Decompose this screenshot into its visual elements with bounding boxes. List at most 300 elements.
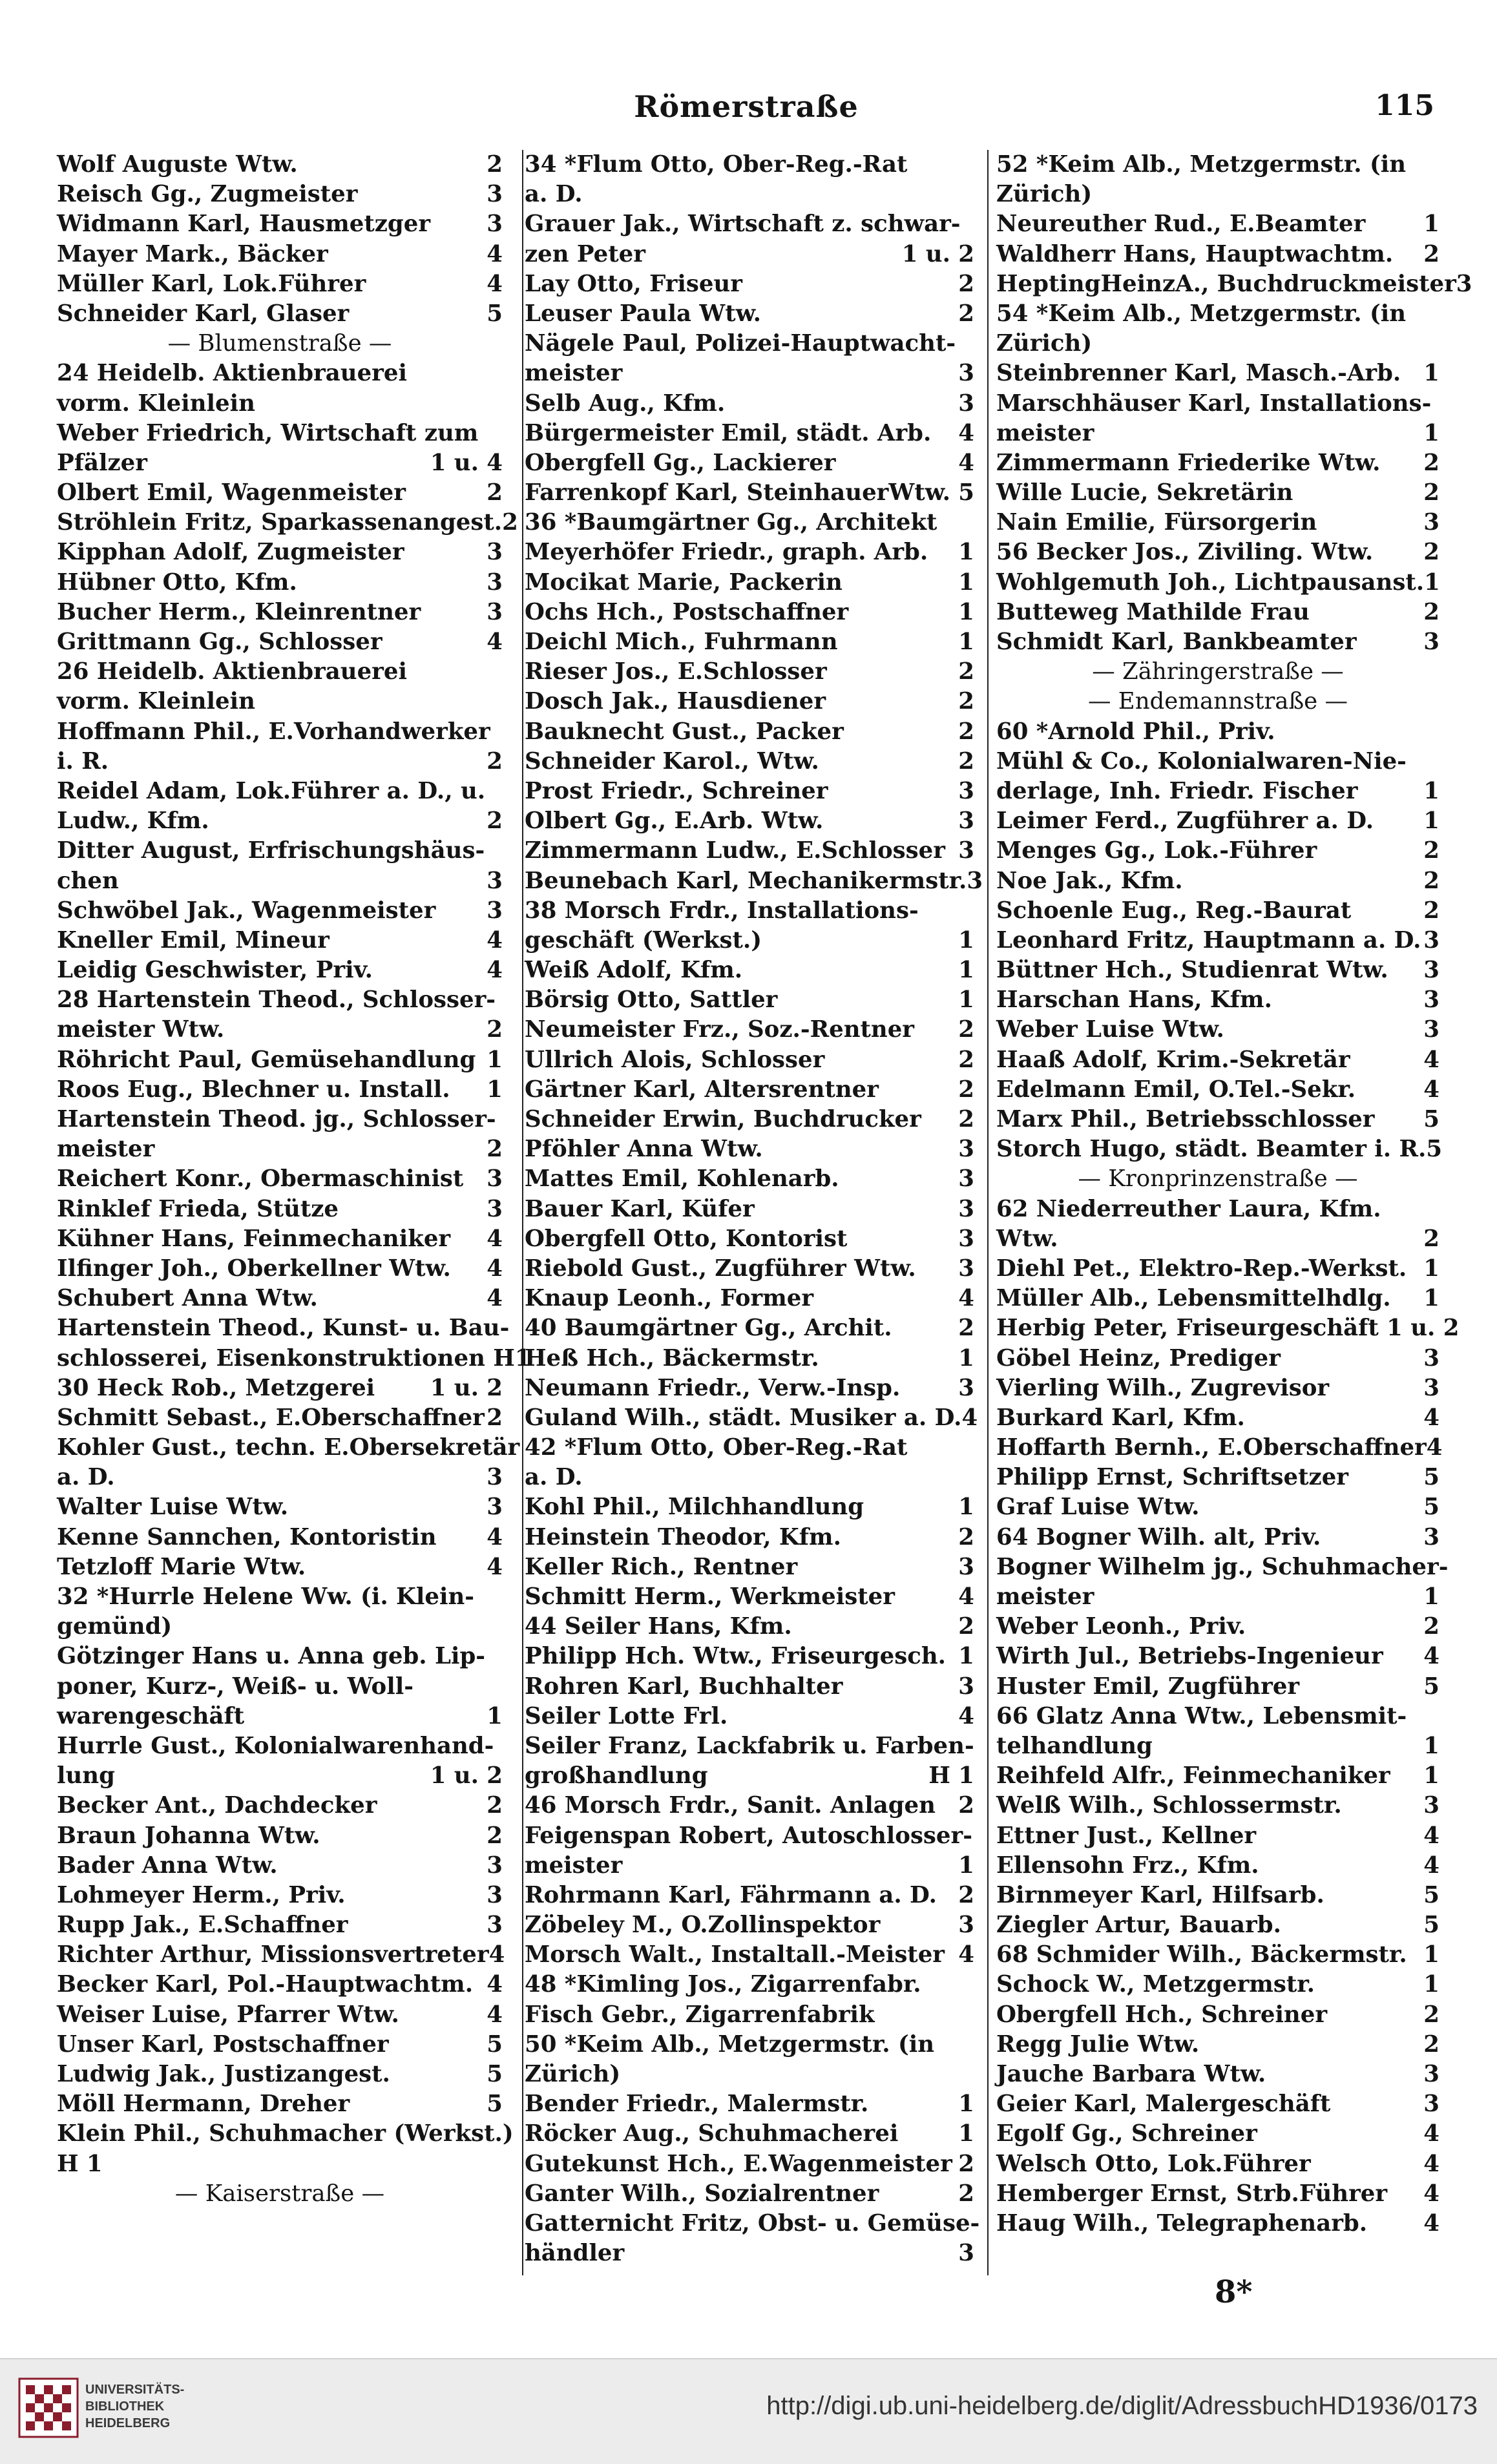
directory-entry-line [57,478,503,508]
directory-entry-line [525,1195,974,1224]
entry-name: Börsig Otto, Sattler [525,987,778,1014]
entry-floor: 1 [1423,360,1439,387]
entry-floor: H 1 [928,1762,974,1790]
entry-floor: 3 [487,1852,503,1879]
directory-entry-line [996,1523,1439,1552]
directory-entry-line [57,1254,503,1284]
entry-name: Roos Eug., Blechner u. Install. [57,1076,450,1103]
entry-name: Schoenle Eug., Reg.-Baurat [996,897,1352,924]
entry-floor: 3 [1423,957,1439,984]
entry-name: telhandlung [996,1732,1153,1759]
entry-name: Wtw. [996,1225,1058,1252]
directory-entry-line [57,568,503,598]
entry-floor: 2 [1423,479,1439,506]
entry-name: Regg Julie Wtw. [996,2031,1200,2058]
directory-entry-line [525,806,974,836]
directory-entry-line: Kohler Gust., techn. E.Obersekretär [57,1434,520,1461]
entry-floor: 2 [487,1136,503,1163]
directory-entry-line [996,1344,1439,1373]
directory-entry-line [525,2089,974,2119]
entry-floor: 1 [487,1046,503,1073]
entry-name: Schneider Karl, Glaser [57,300,350,327]
directory-entry-line [525,1134,974,1164]
entry-floor: 2 [502,509,518,536]
entry-floor: 1 [958,2091,974,2118]
directory-entry-line: 32 *Hurrle Helene Ww. (i. Klein- [57,1583,475,1610]
entry-name: Obergfell Hch., Schreiner [996,2001,1328,2028]
entry-name: Schmitt Herm., Werkmeister [525,1583,895,1610]
entry-name: Butteweg Mathilde Frau [996,598,1310,625]
library-name [85,2381,253,2432]
directory-entry-line [996,1851,1439,1881]
entry-name: Edelmann Emil, O.Tel.-Sekr. [996,1076,1356,1103]
directory-entry-line [525,1373,974,1403]
entry-floor: 4 [487,957,503,984]
entry-floor: 1 u. 2 [430,1374,503,1401]
entry-name: Schmidt Karl, Bankbeamter [996,629,1357,655]
directory-entry-line [57,2030,503,2060]
entry-name: Bucher Herm., Kleinrentner [57,598,421,625]
entry-name: Heinstein Theodor, Kfm. [525,1523,841,1550]
directory-entry-line [996,806,1439,836]
entry-name: Bauknecht Gust., Packer [525,718,844,745]
directory-entry-line [525,1940,974,1970]
directory-entry-line [996,1403,1439,1433]
entry-name: Guland Wilh., städt. Musiker a. D. [525,1404,962,1431]
directory-entry-line [525,269,974,299]
entry-name: Mattes Emil, Kohlenarb. [525,1165,839,1193]
entry-name: Hoffarth Bernh., E.Oberschaffner [996,1434,1427,1461]
entry-floor: 5 [1423,1881,1439,1908]
entry-floor: 2 [487,1822,503,1849]
entry-name: Rohren Karl, Buchhalter [525,1673,843,1700]
entry-name: meister Wtw. [57,1016,225,1043]
entry-floor: 1 [958,1494,974,1521]
directory-entry-line [57,240,503,269]
street-heading: — Kronprinzenstraße — [1078,1165,1358,1193]
entry-floor: 1 [958,1643,974,1670]
entry-name: Widmann Karl, Hausmetzger [57,211,431,238]
entry-name: Schwöbel Jak., Wagenmeister [57,897,436,924]
entry-floor: 4 [958,1941,974,1968]
directory-entry-line [57,1791,503,1821]
entry-name: Graf Luise Wtw. [996,1494,1200,1521]
directory-entry-line: Seiler Franz, Lackfabrik u. Farben- [525,1732,974,1759]
directory-entry-line [57,1910,503,1940]
entry-name: Steinbrenner Karl, Masch.-Arb. [996,360,1401,387]
entry-name: Hemberger Ernst, Strb.Führer [996,2180,1388,2207]
entry-floor: 5 [1423,1494,1439,1521]
entry-name: Weiß Adolf, Kfm. [525,957,743,984]
directory-entry-line [57,896,503,926]
directory-entry-line: poner, Kurz-, Weiß- u. Woll- [57,1673,414,1700]
directory-entry-line [57,866,503,896]
entry-name: Obergfell Otto, Kontorist [525,1225,848,1252]
entry-name: Vierling Wilh., Zugrevisor [996,1374,1330,1401]
directory-entry-line [525,1492,974,1522]
directory-entry-line [525,717,974,747]
directory-entry-line: 50 *Keim Alb., Metzgermstr. (in [525,2031,935,2058]
entry-floor: 2 [958,1046,974,1073]
directory-column-2 [525,150,983,2282]
directory-entry-line [525,1045,974,1075]
directory-entry-line [57,180,503,209]
entry-floor: 1 [958,926,974,954]
entry-floor: 3 [958,390,974,417]
entry-floor: 4 [1423,1046,1439,1073]
directory-entry-line [996,2000,1439,2030]
directory-entry-line [996,985,1439,1015]
entry-floor: 3 [958,808,974,835]
entry-name: i. R. [57,747,109,775]
entry-name: Rupp Jak., E.Schaffner [57,1912,348,1939]
directory-entry-line [57,1881,503,1910]
entry-name: Haug Wilh., Telegraphenarb. [996,2209,1368,2237]
page-number: 115 [1375,89,1434,122]
entry-name: Ettner Just., Kellner [996,1822,1257,1849]
directory-entry-line [525,1582,974,1612]
entry-floor: 2 [958,1523,974,1550]
entry-name: Knaup Leonh., Former [525,1285,814,1312]
entry-floor: 2 [958,2180,974,2207]
directory-entry-line [996,1224,1439,1254]
entry-floor: 2 [1423,539,1439,566]
entry-floor: 1 u. 2 [901,240,974,267]
entry-floor: 4 [487,926,503,954]
directory-entry-line: Reidel Adam, Lok.Führer a. D., u. [57,777,486,804]
directory-entry-line [525,627,974,657]
directory-entry-line: Herbig Peter, Friseurgeschäft 1 u. 2 [996,1315,1460,1342]
directory-entry-line [525,538,974,567]
entry-floor: 3 [487,867,503,894]
entry-name: a. D. [57,1464,115,1491]
entry-name: Röhricht Paul, Gemüsehandlung [57,1046,476,1073]
directory-column-3 [996,150,1472,2282]
entry-name: Becker Ant., Dachdecker [57,1792,377,1819]
entry-floor: 4 [1423,2180,1439,2207]
entry-name: Mocikat Marie, Packerin [525,569,843,596]
entry-floor: 2 [487,747,503,775]
directory-entry-line [57,1523,503,1552]
directory-entry-line [525,1164,974,1194]
directory-entry-line [525,687,974,716]
entry-name: Grittmann Gg., Schlosser [57,629,382,655]
directory-entry-line [996,2179,1439,2209]
entry-name: 40 Baumgärtner Gg., Archit. [525,1315,892,1342]
entry-floor: 2 [958,1016,974,1043]
directory-entry-line [57,269,503,299]
entry-floor: 3 [487,539,503,566]
entry-floor: 2 [1423,2001,1439,2028]
entry-name: Olbert Gg., E.Arb. Wtw. [525,808,824,835]
entry-floor: 2 [1423,240,1439,267]
entry-floor: 4 [1423,1076,1439,1103]
entry-name: Walter Luise Wtw. [57,1494,289,1521]
entry-floor: 1 [958,957,974,984]
entry-floor: 1 [1423,1583,1439,1610]
entry-floor: 2 [958,658,974,685]
entry-name: Ludwig Jak., Justizangest. [57,2061,390,2087]
entry-floor: 2 [958,688,974,715]
entry-floor: 1 [1423,211,1439,238]
entry-floor: 3 [487,1195,503,1222]
directory-entry-line: Weber Friedrich, Wirtschaft zum [57,419,479,446]
directory-entry-line [57,150,503,180]
entry-floor: 3 [487,1165,503,1193]
directory-entry-line: Zürich) [525,2061,621,2087]
directory-entry-line [996,2119,1439,2149]
entry-floor: 1 u. 2 [430,1762,503,1790]
directory-entry-line [525,598,974,627]
directory-entry-line [525,1642,974,1671]
entry-name: Riebold Gust., Zugführer Wtw. [525,1255,916,1282]
directory-entry-line [525,359,974,388]
entry-name: Leidig Geschwister, Priv. [57,957,373,984]
entry-name: 68 Schmider Wilh., Bäckermstr. [996,1941,1407,1968]
entry-name: Schock W., Metzgermstr. [996,1971,1315,1998]
entry-floor: 3 [487,1464,503,1491]
directory-entry-line [525,1313,974,1343]
entry-floor: 3 [958,1136,974,1163]
entry-floor: 4 [1423,1404,1439,1431]
directory-entry-line [996,508,1439,538]
directory-entry-line [996,1284,1439,1313]
directory-entry-line [996,896,1439,926]
entry-name: Seiler Lotte Frl. [525,1702,728,1729]
entry-name: Reihfeld Alfr., Feinmechaniker [996,1762,1390,1790]
entry-floor: 3 [958,360,974,387]
entry-floor: 5 [1426,1136,1443,1163]
entry-floor: 3 [487,181,503,208]
directory-entry-line [525,1105,974,1134]
entry-name: Egolf Gg., Schreiner [996,2120,1257,2147]
entry-name: Becker Karl, Pol.-Hauptwachtm. [57,1971,474,1998]
entry-floor: 4 [1423,2150,1439,2177]
entry-name: chen [57,867,119,894]
directory-entry-line [525,1761,974,1791]
directory-entry-line [57,1224,503,1254]
entry-floor: 5 [1423,1464,1439,1491]
directory-entry-line [996,568,1439,598]
entry-name: Möll Hermann, Dreher [57,2091,350,2118]
entry-floor: 4 [958,449,974,476]
entry-name: Storch Hugo, städt. Beamter i. R. [996,1136,1427,1163]
directory-entry-line [996,1940,1439,1970]
directory-entry-line [996,1970,1439,1999]
directory-entry-line: 60 *Arnold Phil., Priv. [996,718,1275,745]
entry-name: 64 Bogner Wilh. alt, Priv. [996,1523,1321,1550]
entry-floor: 4 [1423,1822,1439,1849]
entry-name: Morsch Walt., Instaltall.-Meister [525,1941,945,1968]
directory-entry-line [57,1970,503,1999]
entry-name: Weber Leonh., Priv. [996,1613,1246,1640]
source-url-link[interactable]: http://digi.ub.uni-heidelberg.de/diglit/AdressbuchHD1936/0173 [766,2392,1478,2420]
entry-floor: 1 [958,2120,974,2147]
entry-name: Leonhard Fritz, Hauptmann a. D. [996,926,1421,954]
directory-entry-line [57,299,503,329]
entry-name: Pföhler Anna Wtw. [525,1136,763,1163]
entry-floor: 5 [487,2061,503,2087]
street-heading: — Zähringerstraße — [1092,658,1344,685]
directory-entry-line [525,448,974,478]
entry-name: Huster Emil, Zugführer [996,1673,1300,1700]
entry-floor: 5 [958,479,974,506]
entry-name: Prost Friedr., Schreiner [525,777,828,804]
directory-entry-line [996,419,1439,448]
directory-entry-line [996,1881,1439,1910]
entry-name: Neureuther Rud., E.Beamter [996,211,1366,238]
entry-floor: 1 [1423,1732,1439,1759]
entry-name: Rinklef Frieda, Stütze [57,1195,339,1222]
entry-floor: 3 [1423,1792,1439,1819]
directory-entry-line [525,1612,974,1642]
directory-entry-line [525,1791,974,1821]
entry-floor: 3 [958,1165,974,1193]
directory-entry-line [996,1642,1439,1671]
entry-floor: 1 [958,569,974,596]
entry-name: Welß Wilh., Schlossermstr. [996,1792,1342,1819]
entry-floor: 3 [487,1912,503,1939]
directory-entry-line: gemünd) [57,1613,173,1640]
directory-entry-line [996,926,1439,955]
directory-entry-line: a. D. [525,1464,583,1491]
entry-floor: 5 [1423,1673,1439,1700]
entry-name: derlage, Inh. Friedr. Fischer [996,777,1358,804]
directory-entry-line: Mühl & Co., Kolonialwaren-Nie- [996,747,1407,775]
entry-name: Deichl Mich., Fuhrmann [525,629,838,655]
directory-entry-line [57,1015,503,1045]
directory-entry-line [996,1254,1439,1284]
entry-name: Philipp Hch. Wtw., Friseurgesch. [525,1643,947,1670]
directory-entry-line [525,1552,974,1582]
directory-entry-line [57,1134,503,1164]
directory-entry-line [525,926,974,955]
entry-name: meister [525,360,623,387]
directory-entry-line [525,2239,974,2268]
entry-floor: 1 [1424,569,1440,596]
entry-name: Haaß Adolf, Krim.-Sekretär [996,1046,1350,1073]
directory-entry-line: 66 Glatz Anna Wtw., Lebensmit- [996,1702,1407,1729]
entry-name: 30 Heck Rob., Metzgerei [57,1374,375,1401]
street-heading: — Blumenstraße — [167,330,392,357]
directory-entry-line [525,478,974,508]
directory-entry-line [996,448,1439,478]
directory-entry-line: 36 *Baumgärtner Gg., Architekt [525,509,937,536]
entry-floor: 1 [958,1344,974,1372]
directory-entry-line [996,627,1439,657]
entry-floor: 3 [1423,987,1439,1014]
entry-floor: 2 [1423,598,1439,625]
entry-floor: 4 [487,1225,503,1252]
directory-entry-line [525,2119,974,2149]
entry-floor: 5 [1423,1106,1439,1133]
entry-floor: 2 [1423,897,1439,924]
entry-floor: 3 [958,1374,974,1401]
entry-name: Bauer Karl, Küfer [525,1195,755,1222]
entry-floor: 2 [1423,1613,1439,1640]
entry-floor: 3 [487,1881,503,1908]
entry-floor: 1 [1423,419,1439,446]
directory-entry-line [57,2000,503,2030]
entry-floor: 1 [958,629,974,655]
entry-name: Gutekunst Hch., E.Wagenmeister [525,2150,952,2177]
entry-floor: 2 [487,151,503,178]
entry-floor: 4 [487,1255,503,1282]
entry-name: Weiser Luise, Pfarrer Wtw. [57,2001,399,2028]
directory-entry-line [57,1075,503,1105]
directory-entry-line [525,389,974,419]
directory-entry-line [996,2209,1439,2239]
entry-floor: 1 [1423,777,1439,804]
street-heading: — Kaiserstraße — [174,2180,385,2207]
directory-entry-line [996,2060,1439,2089]
entry-name: Braun Johanna Wtw. [57,1822,320,1849]
entry-name: Ganter Wilh., Sozialrentner [525,2180,879,2207]
entry-floor: 1 u. 4 [430,449,503,476]
entry-floor: 3 [1423,2091,1439,2118]
directory-entry-line: 54 *Keim Alb., Metzgermstr. (in [996,300,1407,327]
directory-entry-line: 28 Hartenstein Theod., Schlosser- [57,987,496,1014]
entry-name: Hübner Otto, Kfm. [57,569,297,596]
directory-entry-line [996,2089,1439,2119]
directory-entry-line [996,1105,1439,1134]
entry-floor: 2 [958,300,974,327]
entry-name: Marx Phil., Betriebsschlosser [996,1106,1375,1133]
directory-entry-line [525,299,974,329]
entry-floor: 2 [958,1613,974,1640]
directory-entry-line [996,777,1439,806]
directory-entry-line [996,1761,1439,1791]
entry-floor: 4 [958,1702,974,1729]
entry-name: 44 Seiler Hans, Kfm. [525,1613,792,1640]
directory-entry-line: Nägele Paul, Polizei-Hauptwacht- [525,330,956,357]
entry-name: Heß Hch., Bäckermstr. [525,1344,819,1372]
entry-floor: 2 [1423,449,1439,476]
entry-name: Harschan Hans, Kfm. [996,987,1272,1014]
entry-floor: 1 [1423,808,1439,835]
directory-entry-line [996,359,1439,388]
entry-name: Welsch Otto, Lok.Führer [996,2150,1311,2177]
entry-floor: 5 [487,300,503,327]
entry-name: HeptingHeinzA., Buchdruckmeister [996,270,1456,297]
entry-floor: 2 [1423,867,1439,894]
directory-entry-line [57,209,503,239]
entry-floor: 2 [958,718,974,745]
entry-name: Kipphan Adolf, Zugmeister [57,539,404,566]
directory-entry-line: 62 Niederreuther Laura, Kfm. [996,1195,1381,1222]
entry-floor: 4 [1423,1643,1439,1670]
entry-name: Ullrich Alois, Schlosser [525,1046,825,1073]
entry-floor: 3 [967,867,983,894]
directory-entry-line [57,1045,503,1075]
entry-name: Bender Friedr., Malermstr. [525,2091,869,2118]
entry-name: Jauche Barbara Wtw. [996,2061,1266,2087]
entry-floor: 3 [487,211,503,238]
directory-entry-line [996,2149,1439,2179]
directory-entry-line [525,747,974,777]
entry-floor: 3 [1423,926,1439,954]
entry-name: Wirth Jul., Betriebs-Ingenieur [996,1643,1383,1670]
directory-entry-line [996,1045,1439,1075]
directory-entry-line [525,240,974,269]
directory-entry-line [996,1463,1439,1492]
entry-floor: 1 [487,1702,503,1729]
directory-entry-line [57,1164,503,1194]
entry-floor: 2 [487,479,503,506]
entry-name: Wille Lucie, Sekretärin [996,479,1293,506]
entry-name: Schneider Erwin, Buchdrucker [525,1106,921,1133]
directory-entry-line [996,1582,1439,1612]
